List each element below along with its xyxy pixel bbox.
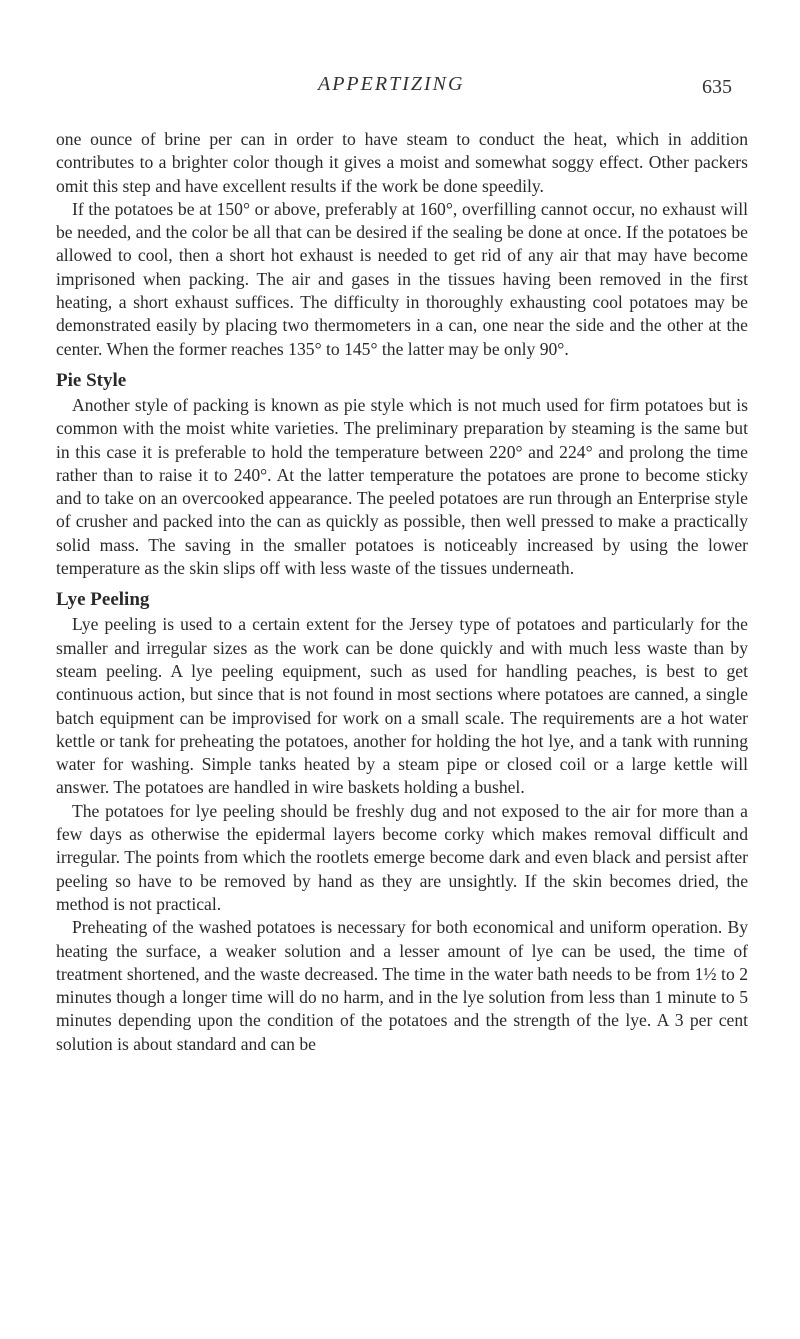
paragraph-exhaust: If the potatoes be at 150° or above, preferably at 160°, overfilling cannot occur, no exhaust will be needed, and the color be all that can be desired if the sealing be done at once. If the potatoes be allowed to cool, then a short hot exhaust is needed to get rid of any air that may have become imprisoned when packing. The air and gases in the tissues having been removed in the first heating, a short exhaust suffices. The difficulty in thoroughly exhausting cool potatoes may be demonstrated easily by placing two thermometers in a can, one near the side and the other at the center. When the former reaches 135° to 145° the latter may be only 90°.	[56, 198, 748, 359]
paragraph-lye-peeling: Lye peeling is used to a certain extent for the Jersey type of potatoes and particularly for the smaller and irregular sizes as the work can be done quickly and with much less waste than by steam peeling. A lye peeling equipment, such as used for handling peaches, is best to get continuous action, but since that is not found in most sections where potatoes are canned, a single batch equipment can be improvised for work on a small scale. The requirements are a hot water kettle or tank for preheating the potatoes, another for holding the hot lye, and a tank with running water for washing. Simple tanks heated by a steam pipe or closed coil or a large kettle will answer. The potatoes are handled in wire baskets holding a bushel.	[56, 614, 748, 798]
paragraph-freshly-dug: The potatoes for lye peeling should be freshly dug and not exposed to the air for more than a few days as otherwise the epidermal layers become corky which makes removal difficult and irregular. The points from which the rootlets emerge become dark and even black and persist after peeling so have to be removed by hand as they are unsightly. If the skin becomes dried, the method is not practical.	[56, 800, 748, 914]
paragraph-preheating: Preheating of the washed potatoes is necessary for both economical and uniform operation. By heating the surface, a weaker solution and a lesser amount of lye can be used, the time of treatment shortened, and the waste decreased. The time in the water bath needs to be from 1½ to 2 minutes though a longer time will do no harm, and in the lye solution from less than 1 minute to 5 minutes depending upon the condition of the potatoes and the strength of the lye. A 3 per cent solution is about standard and can be	[56, 917, 748, 1054]
running-title: APPERTIZING	[318, 73, 465, 95]
body-text	[56, 128, 748, 1056]
page-number: 635	[702, 76, 732, 98]
paragraph-pie-style: Another style of packing is known as pie style which is not much used for firm potatoes but is common with the moist white varieties. The preliminary preparation by steaming is the same but in this case it is preferable to hold the temperature between 220° and 224° and prolong the time rather than to raise it to 240°. At the latter temperature the potatoes are prone to become sticky and to take on an overcooked appearance. The peeled potatoes are run through an Enterprise style of crusher and packed into the can as quickly as possible, then well pressed to make a practically solid mass. The saving in the smaller potatoes is noticeably increased by using the lower temperature as the skin slips off with less waste of the tissues underneath.	[56, 394, 748, 579]
paragraph-brine: one ounce of brine per can in order to have steam to conduct the heat, which in addition contributes to a brighter color though it gives a moist and somewhat soggy effect. Other packers omit this step and have excellent results if the work be done speedily.	[56, 129, 748, 196]
running-head	[0, 73, 800, 103]
section-heading-pie-style: Pie Style	[56, 369, 127, 391]
section-heading-lye-peeling: Lye Peeling	[56, 589, 150, 611]
